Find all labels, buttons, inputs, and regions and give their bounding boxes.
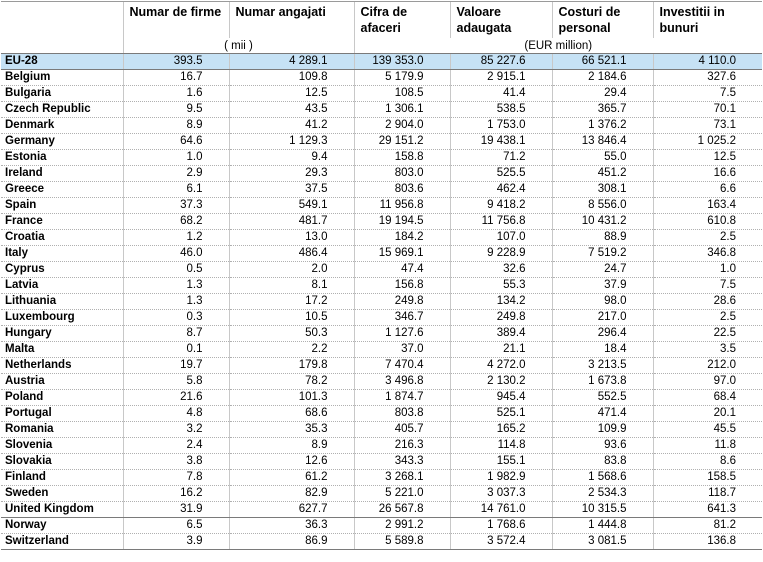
value-cell: 82.9: [229, 486, 354, 502]
value-cell: 0.1: [123, 342, 229, 358]
value-cell: 136.8: [653, 534, 762, 550]
value-cell: 41.2: [229, 118, 354, 134]
value-cell: 179.8: [229, 358, 354, 374]
value-cell: 6.6: [653, 182, 762, 198]
value-cell: 15 969.1: [354, 246, 450, 262]
value-cell: 35.3: [229, 422, 354, 438]
value-cell: 1 129.3: [229, 134, 354, 150]
table-row: [1, 342, 762, 358]
value-cell: 641.3: [653, 502, 762, 518]
value-cell: 31.9: [123, 502, 229, 518]
table-row: [1, 358, 762, 374]
value-cell: 29.4: [552, 86, 653, 102]
country-cell: Romania: [1, 422, 123, 438]
value-cell: 19.7: [123, 358, 229, 374]
table-row: [1, 214, 762, 230]
value-cell: 3 081.5: [552, 534, 653, 550]
country-cell: Latvia: [1, 278, 123, 294]
value-cell: 7.5: [653, 278, 762, 294]
value-cell: 19 438.1: [450, 134, 552, 150]
value-cell: 471.4: [552, 406, 653, 422]
country-cell: Cyprus: [1, 262, 123, 278]
country-cell: Portugal: [1, 406, 123, 422]
value-cell: 5 221.0: [354, 486, 450, 502]
value-cell: 85 227.6: [450, 54, 552, 70]
country-cell: United Kingdom: [1, 502, 123, 518]
value-cell: 2.9: [123, 166, 229, 182]
value-cell: 2 184.6: [552, 70, 653, 86]
value-cell: 2.2: [229, 342, 354, 358]
value-cell: 538.5: [450, 102, 552, 118]
value-cell: 66 521.1: [552, 54, 653, 70]
value-cell: 61.2: [229, 470, 354, 486]
value-cell: 346.7: [354, 310, 450, 326]
value-cell: 1 127.6: [354, 326, 450, 342]
value-cell: 71.2: [450, 150, 552, 166]
value-cell: 114.8: [450, 438, 552, 454]
value-cell: 86.9: [229, 534, 354, 550]
value-cell: 18.4: [552, 342, 653, 358]
value-cell: 212.0: [653, 358, 762, 374]
country-cell: France: [1, 214, 123, 230]
value-cell: 73.1: [653, 118, 762, 134]
country-cell: Slovenia: [1, 438, 123, 454]
value-cell: 2.0: [229, 262, 354, 278]
table-row: [1, 262, 762, 278]
value-cell: 525.1: [450, 406, 552, 422]
value-cell: 803.8: [354, 406, 450, 422]
table-row: [1, 246, 762, 262]
value-cell: 1.3: [123, 278, 229, 294]
value-cell: 525.5: [450, 166, 552, 182]
value-cell: 5 179.9: [354, 70, 450, 86]
table-row: [1, 70, 762, 86]
table-row: [1, 518, 762, 534]
value-cell: 249.8: [450, 310, 552, 326]
value-cell: 12.5: [653, 150, 762, 166]
value-cell: 98.0: [552, 294, 653, 310]
value-cell: 16.7: [123, 70, 229, 86]
value-cell: 8.7: [123, 326, 229, 342]
country-cell: Poland: [1, 390, 123, 406]
header-cifra-afaceri: Cifra de afaceri: [354, 2, 450, 39]
value-cell: 6.5: [123, 518, 229, 534]
value-cell: 249.8: [354, 294, 450, 310]
value-cell: 64.6: [123, 134, 229, 150]
value-cell: 308.1: [552, 182, 653, 198]
value-cell: 88.9: [552, 230, 653, 246]
value-cell: 165.2: [450, 422, 552, 438]
table-row: [1, 86, 762, 102]
value-cell: 17.2: [229, 294, 354, 310]
value-cell: 158.8: [354, 150, 450, 166]
value-cell: 3 572.4: [450, 534, 552, 550]
value-cell: 29.3: [229, 166, 354, 182]
value-cell: 3 037.3: [450, 486, 552, 502]
table-row: [1, 182, 762, 198]
value-cell: 5 589.8: [354, 534, 450, 550]
value-cell: 346.8: [653, 246, 762, 262]
value-cell: 81.2: [653, 518, 762, 534]
value-cell: 107.0: [450, 230, 552, 246]
table-row: [1, 310, 762, 326]
value-cell: 46.0: [123, 246, 229, 262]
value-cell: 41.4: [450, 86, 552, 102]
value-cell: 13.0: [229, 230, 354, 246]
country-cell: Slovakia: [1, 454, 123, 470]
table-row: [1, 118, 762, 134]
value-cell: 21.1: [450, 342, 552, 358]
value-cell: 1.6: [123, 86, 229, 102]
value-cell: 9.5: [123, 102, 229, 118]
country-cell: Estonia: [1, 150, 123, 166]
table-row: [1, 326, 762, 342]
table-row: [1, 102, 762, 118]
header-blank: [1, 2, 123, 39]
value-cell: 3 268.1: [354, 470, 450, 486]
value-cell: 68.2: [123, 214, 229, 230]
table-row: [1, 374, 762, 390]
value-cell: 2 991.2: [354, 518, 450, 534]
value-cell: 45.5: [653, 422, 762, 438]
country-cell: Spain: [1, 198, 123, 214]
value-cell: 70.1: [653, 102, 762, 118]
value-cell: 2 130.2: [450, 374, 552, 390]
value-cell: 1 982.9: [450, 470, 552, 486]
value-cell: 37.0: [354, 342, 450, 358]
value-cell: 36.3: [229, 518, 354, 534]
value-cell: 1 673.8: [552, 374, 653, 390]
value-cell: 10 315.5: [552, 502, 653, 518]
value-cell: 393.5: [123, 54, 229, 70]
value-cell: 1.0: [653, 262, 762, 278]
value-cell: 296.4: [552, 326, 653, 342]
table-row: [1, 390, 762, 406]
value-cell: 1 874.7: [354, 390, 450, 406]
country-cell: EU-28: [1, 54, 123, 70]
value-cell: 627.7: [229, 502, 354, 518]
country-cell: Sweden: [1, 486, 123, 502]
value-cell: 1 753.0: [450, 118, 552, 134]
value-cell: 22.5: [653, 326, 762, 342]
value-cell: 3.8: [123, 454, 229, 470]
value-cell: 2.5: [653, 230, 762, 246]
value-cell: 1 376.2: [552, 118, 653, 134]
table-row: [1, 294, 762, 310]
value-cell: 28.6: [653, 294, 762, 310]
value-cell: 365.7: [552, 102, 653, 118]
value-cell: 803.6: [354, 182, 450, 198]
value-cell: 803.0: [354, 166, 450, 182]
value-cell: 155.1: [450, 454, 552, 470]
value-cell: 118.7: [653, 486, 762, 502]
value-cell: 78.2: [229, 374, 354, 390]
country-cell: Czech Republic: [1, 102, 123, 118]
table-row: [1, 230, 762, 246]
value-cell: 3.9: [123, 534, 229, 550]
value-cell: 4 289.1: [229, 54, 354, 70]
value-cell: 134.2: [450, 294, 552, 310]
unit-eur-million: (EUR million): [354, 38, 762, 54]
value-cell: 217.0: [552, 310, 653, 326]
value-cell: 11 756.8: [450, 214, 552, 230]
value-cell: 1.0: [123, 150, 229, 166]
table-row: [1, 534, 762, 550]
value-cell: 16.2: [123, 486, 229, 502]
value-cell: 451.2: [552, 166, 653, 182]
unit-row: [1, 38, 762, 54]
country-cell: Hungary: [1, 326, 123, 342]
header-row: [1, 2, 762, 39]
table-row: [1, 486, 762, 502]
value-cell: 2.4: [123, 438, 229, 454]
country-cell: Lithuania: [1, 294, 123, 310]
value-cell: 139 353.0: [354, 54, 450, 70]
table-row: [1, 150, 762, 166]
value-cell: 37.3: [123, 198, 229, 214]
value-cell: 26 567.8: [354, 502, 450, 518]
value-cell: 4.8: [123, 406, 229, 422]
value-cell: 8.1: [229, 278, 354, 294]
value-cell: 108.5: [354, 86, 450, 102]
value-cell: 101.3: [229, 390, 354, 406]
value-cell: 7 470.4: [354, 358, 450, 374]
value-cell: 3 496.8: [354, 374, 450, 390]
unit-blank: [1, 38, 123, 54]
statistics-table: [1, 1, 762, 550]
value-cell: 37.9: [552, 278, 653, 294]
country-cell: Luxembourg: [1, 310, 123, 326]
table-row: [1, 406, 762, 422]
value-cell: 184.2: [354, 230, 450, 246]
value-cell: 327.6: [653, 70, 762, 86]
value-cell: 7.8: [123, 470, 229, 486]
country-cell: Croatia: [1, 230, 123, 246]
value-cell: 2.5: [653, 310, 762, 326]
table-row: [1, 470, 762, 486]
value-cell: 462.4: [450, 182, 552, 198]
value-cell: 1 306.1: [354, 102, 450, 118]
header-numar-firme: Numar de firme: [123, 2, 229, 39]
country-cell: Germany: [1, 134, 123, 150]
value-cell: 68.6: [229, 406, 354, 422]
country-cell: Norway: [1, 518, 123, 534]
value-cell: 93.6: [552, 438, 653, 454]
value-cell: 97.0: [653, 374, 762, 390]
value-cell: 1.2: [123, 230, 229, 246]
value-cell: 29 151.2: [354, 134, 450, 150]
value-cell: 1 768.6: [450, 518, 552, 534]
table-row: [1, 134, 762, 150]
table-row: [1, 278, 762, 294]
value-cell: 481.7: [229, 214, 354, 230]
table-row: [1, 502, 762, 518]
value-cell: 109.9: [552, 422, 653, 438]
value-cell: 156.8: [354, 278, 450, 294]
value-cell: 2 915.1: [450, 70, 552, 86]
table-row: [1, 198, 762, 214]
value-cell: 20.1: [653, 406, 762, 422]
value-cell: 43.5: [229, 102, 354, 118]
table-row: [1, 438, 762, 454]
value-cell: 13 846.4: [552, 134, 653, 150]
value-cell: 216.3: [354, 438, 450, 454]
value-cell: 0.5: [123, 262, 229, 278]
country-cell: Bulgaria: [1, 86, 123, 102]
country-cell: Denmark: [1, 118, 123, 134]
value-cell: 1.3: [123, 294, 229, 310]
value-cell: 3.2: [123, 422, 229, 438]
value-cell: 21.6: [123, 390, 229, 406]
value-cell: 19 194.5: [354, 214, 450, 230]
country-cell: Finland: [1, 470, 123, 486]
value-cell: 4 272.0: [450, 358, 552, 374]
table-row: [1, 54, 762, 70]
value-cell: 343.3: [354, 454, 450, 470]
country-cell: Italy: [1, 246, 123, 262]
header-investitii-bunuri: Investitii in bunuri: [653, 2, 762, 39]
value-cell: 8.9: [123, 118, 229, 134]
value-cell: 12.5: [229, 86, 354, 102]
value-cell: 1 025.2: [653, 134, 762, 150]
value-cell: 7.5: [653, 86, 762, 102]
country-cell: Ireland: [1, 166, 123, 182]
value-cell: 486.4: [229, 246, 354, 262]
value-cell: 10.5: [229, 310, 354, 326]
value-cell: 389.4: [450, 326, 552, 342]
value-cell: 16.6: [653, 166, 762, 182]
value-cell: 11.8: [653, 438, 762, 454]
value-cell: 2 534.3: [552, 486, 653, 502]
value-cell: 1 568.6: [552, 470, 653, 486]
value-cell: 945.4: [450, 390, 552, 406]
value-cell: 37.5: [229, 182, 354, 198]
value-cell: 68.4: [653, 390, 762, 406]
value-cell: 405.7: [354, 422, 450, 438]
country-cell: Switzerland: [1, 534, 123, 550]
value-cell: 50.3: [229, 326, 354, 342]
header-numar-angajati: Numar angajati: [229, 2, 354, 39]
value-cell: 8.6: [653, 454, 762, 470]
value-cell: 9 228.9: [450, 246, 552, 262]
country-cell: Austria: [1, 374, 123, 390]
value-cell: 12.6: [229, 454, 354, 470]
value-cell: 158.5: [653, 470, 762, 486]
value-cell: 9 418.2: [450, 198, 552, 214]
value-cell: 8.9: [229, 438, 354, 454]
value-cell: 3 213.5: [552, 358, 653, 374]
table-row: [1, 166, 762, 182]
value-cell: 1 444.8: [552, 518, 653, 534]
value-cell: 0.3: [123, 310, 229, 326]
header-valoare-adaugata: Valoare adaugata: [450, 2, 552, 39]
value-cell: 55.3: [450, 278, 552, 294]
value-cell: 7 519.2: [552, 246, 653, 262]
value-cell: 6.1: [123, 182, 229, 198]
value-cell: 55.0: [552, 150, 653, 166]
value-cell: 610.8: [653, 214, 762, 230]
value-cell: 10 431.2: [552, 214, 653, 230]
value-cell: 4 110.0: [653, 54, 762, 70]
value-cell: 549.1: [229, 198, 354, 214]
value-cell: 5.8: [123, 374, 229, 390]
value-cell: 14 761.0: [450, 502, 552, 518]
table-row: [1, 454, 762, 470]
value-cell: 9.4: [229, 150, 354, 166]
country-cell: Netherlands: [1, 358, 123, 374]
unit-thousands: ( mii ): [123, 38, 354, 54]
value-cell: 109.8: [229, 70, 354, 86]
value-cell: 11 956.8: [354, 198, 450, 214]
country-cell: Belgium: [1, 70, 123, 86]
value-cell: 32.6: [450, 262, 552, 278]
table-row: [1, 422, 762, 438]
value-cell: 163.4: [653, 198, 762, 214]
value-cell: 24.7: [552, 262, 653, 278]
value-cell: 47.4: [354, 262, 450, 278]
country-cell: Greece: [1, 182, 123, 198]
country-cell: Malta: [1, 342, 123, 358]
value-cell: 3.5: [653, 342, 762, 358]
value-cell: 552.5: [552, 390, 653, 406]
value-cell: 83.8: [552, 454, 653, 470]
value-cell: 2 904.0: [354, 118, 450, 134]
value-cell: 8 556.0: [552, 198, 653, 214]
table-body: [1, 54, 762, 550]
header-costuri-personal: Costuri de personal: [552, 2, 653, 39]
